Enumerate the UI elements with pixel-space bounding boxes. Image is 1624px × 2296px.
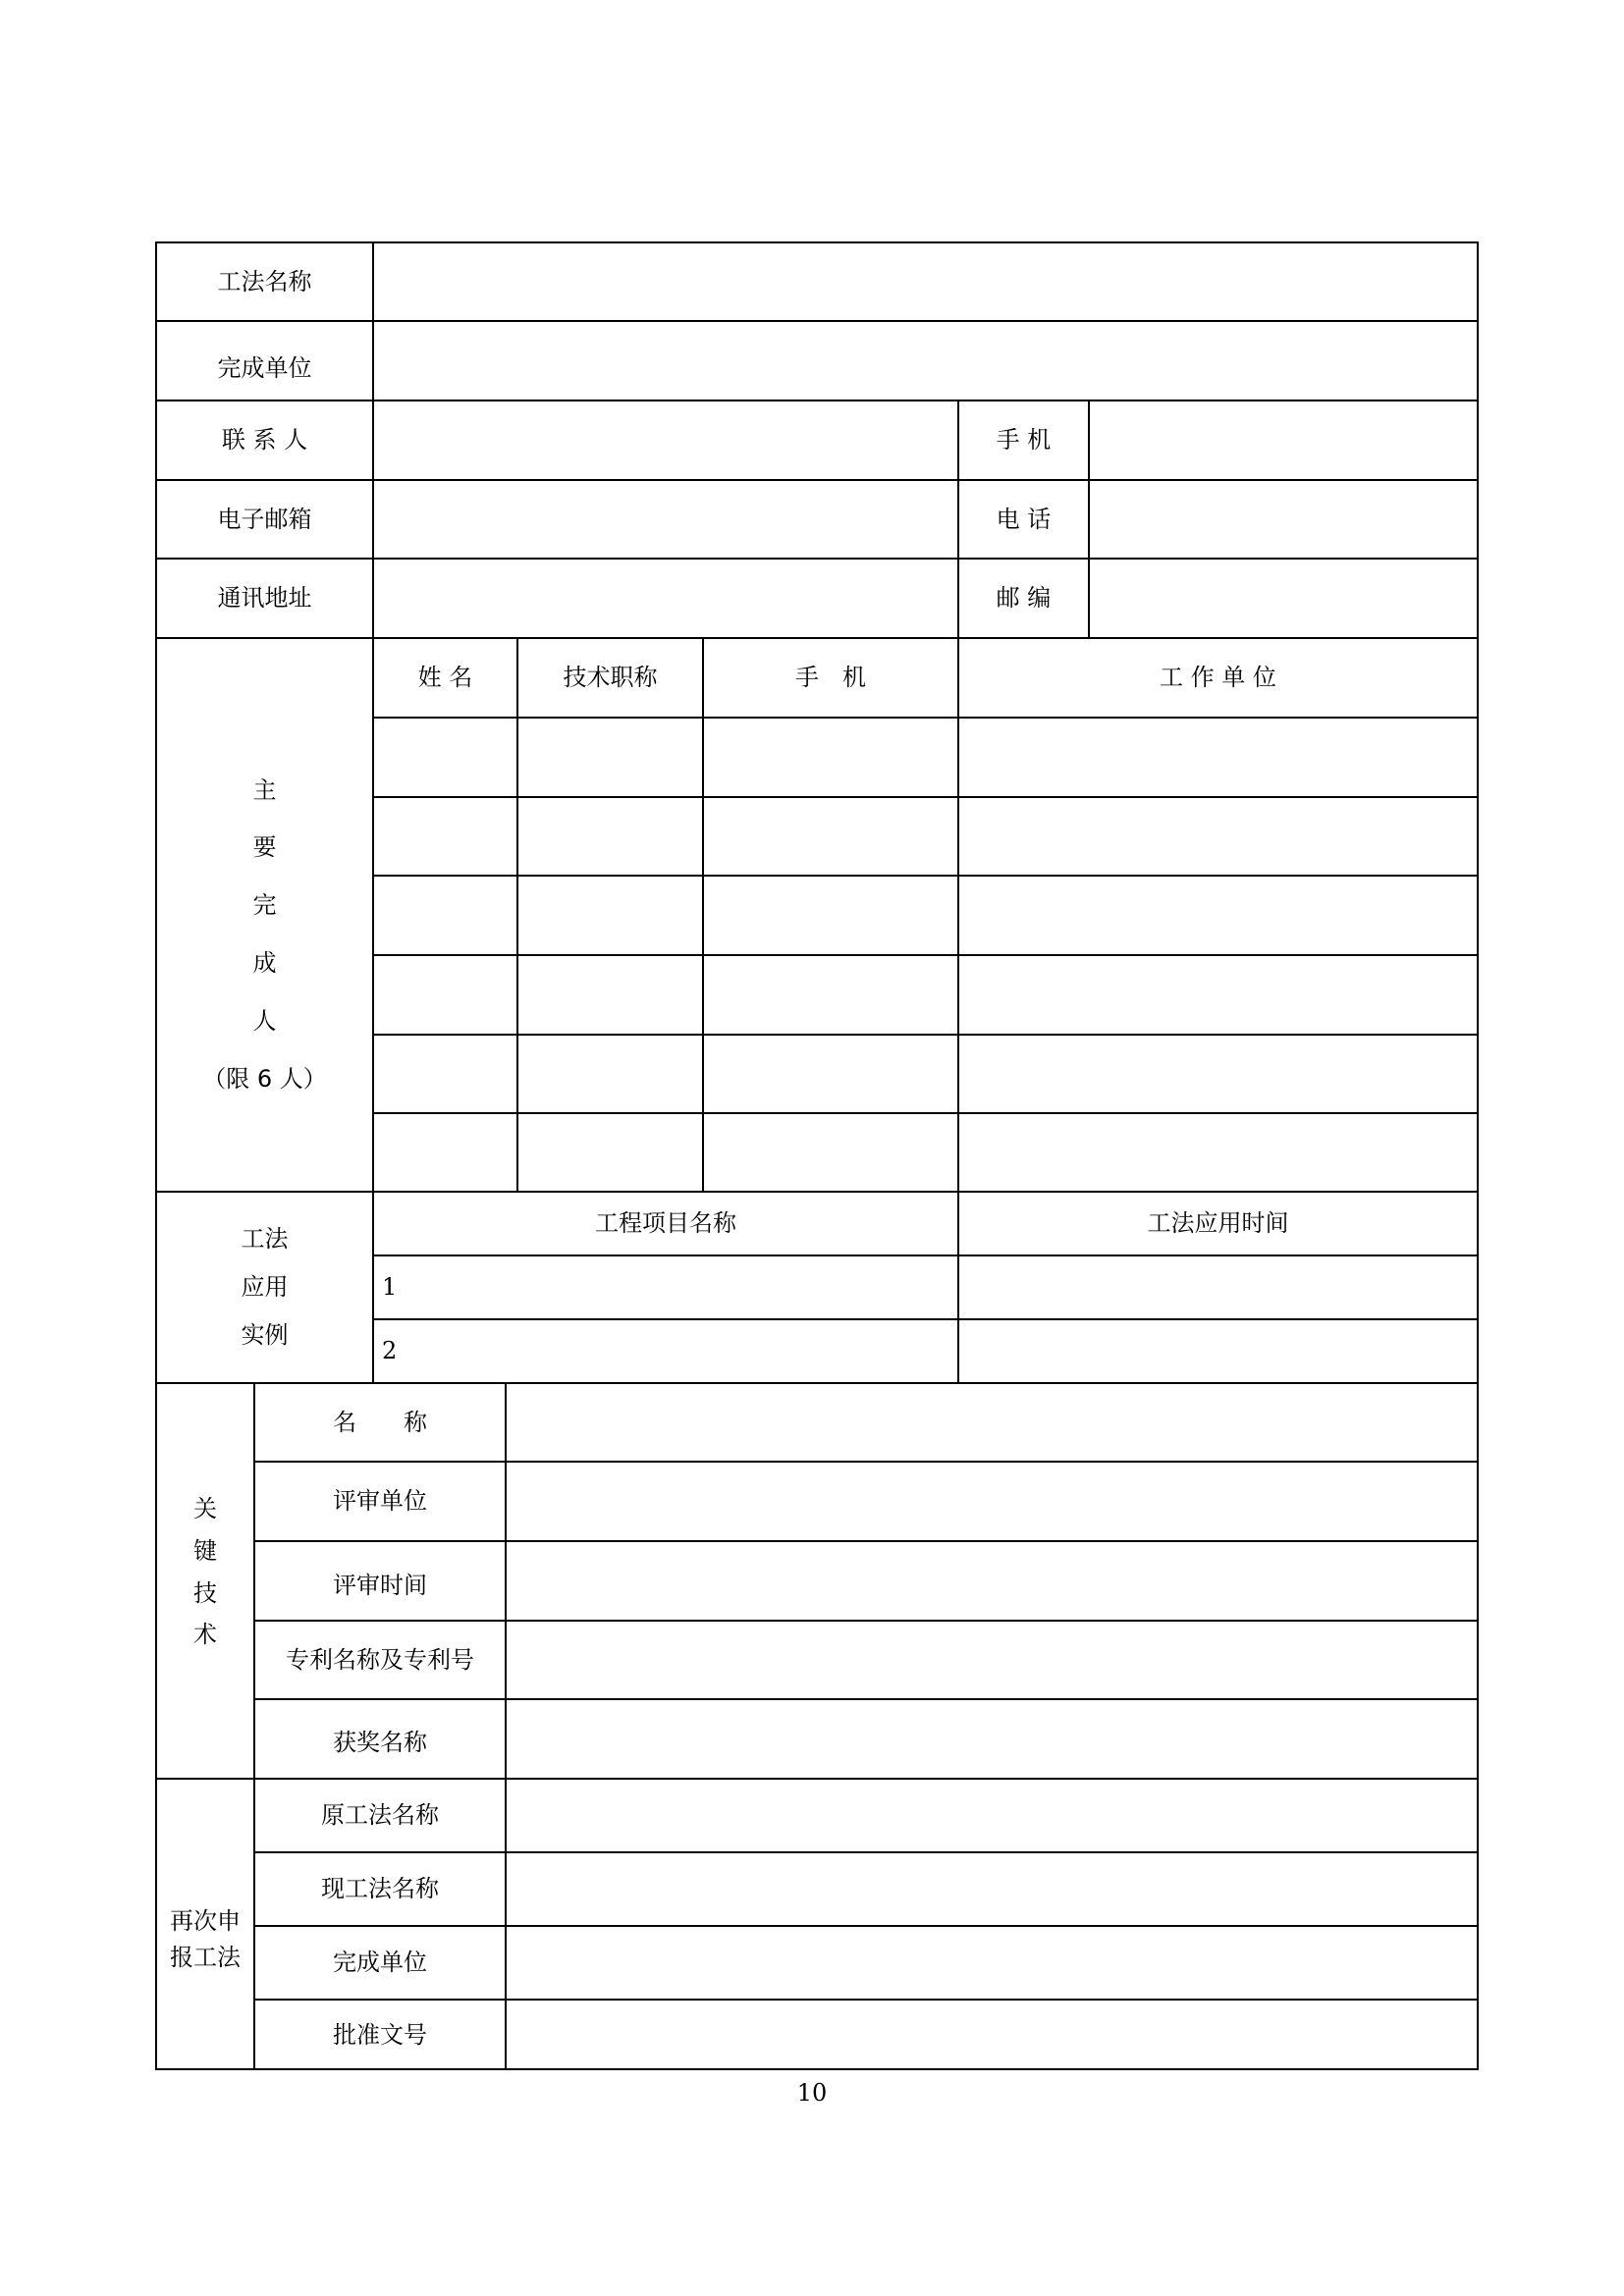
resubmit-label-line: 报工法	[170, 1944, 241, 1971]
key-tech-label-char: 术	[193, 1621, 217, 1649]
label-contact-person: 联 系 人	[221, 426, 308, 454]
team-header-mobile: 手 机	[795, 664, 866, 692]
label-postcode: 邮 编	[996, 584, 1052, 613]
key-tech-item-review-unit: 评审单位	[333, 1487, 427, 1516]
team-label-char: 完	[252, 891, 277, 920]
key-tech-label-char: 键	[193, 1536, 217, 1565]
label-mobile: 手 机	[996, 426, 1052, 454]
key-tech-item-name: 名 称	[333, 1408, 427, 1436]
application-label-line: 实例	[241, 1320, 289, 1349]
address-field[interactable]	[374, 560, 957, 637]
application-row-number: 1	[382, 1273, 398, 1302]
application-label-line: 工法	[241, 1225, 289, 1254]
completion-unit-field[interactable]	[374, 322, 1477, 400]
email-field[interactable]	[374, 481, 957, 558]
resubmit-section-label	[157, 1780, 253, 2070]
phone-field[interactable]	[1090, 481, 1477, 558]
contact-person-field[interactable]	[374, 401, 957, 479]
team-header-workplace: 工 作 单 位	[1160, 664, 1276, 692]
resubmit-item-completion-unit: 完成单位	[333, 1949, 427, 1977]
application-section-label	[157, 1193, 372, 1382]
key-tech-item-award: 获奖名称	[333, 1729, 427, 1757]
key-tech-item-patent: 专利名称及专利号	[286, 1645, 474, 1674]
team-label-char: 人	[252, 1006, 277, 1035]
team-header-name: 姓 名	[417, 664, 473, 692]
label-method-name: 工法名称	[217, 267, 312, 295]
application-row-number: 2	[382, 1337, 398, 1365]
resubmit-item-current-name: 现工法名称	[321, 1875, 439, 1903]
project-name-header: 工程项目名称	[595, 1209, 736, 1238]
key-tech-label-char: 关	[193, 1494, 217, 1522]
team-section-label	[157, 639, 372, 1191]
label-address: 通讯地址	[217, 584, 312, 613]
application-label-line: 应用	[241, 1273, 289, 1302]
key-tech-label-char: 技	[193, 1578, 217, 1607]
team-label-char: 主	[252, 775, 277, 804]
resubmit-item-approval-number: 批准文号	[333, 2021, 427, 2050]
label-completion-unit: 完成单位	[217, 354, 312, 383]
postcode-field[interactable]	[1090, 560, 1477, 637]
team-label-char: 成	[252, 949, 277, 977]
key-tech-item-review-time: 评审时间	[333, 1572, 427, 1600]
label-phone: 电 话	[996, 505, 1052, 533]
mobile-field[interactable]	[1090, 401, 1477, 479]
application-time-header: 工法应用时间	[1147, 1209, 1289, 1238]
method-name-field[interactable]	[374, 243, 1477, 320]
label-email: 电子邮箱	[217, 505, 312, 533]
key-tech-section-label	[157, 1384, 253, 1778]
resubmit-item-original-name: 原工法名称	[321, 1801, 439, 1830]
team-limit-note: （限 6 人）	[202, 1064, 327, 1093]
resubmit-label-line: 再次申	[170, 1907, 241, 1936]
team-label-char: 要	[252, 833, 277, 862]
page-number: 10	[796, 2079, 828, 2107]
team-header-title: 技术职称	[563, 664, 658, 692]
